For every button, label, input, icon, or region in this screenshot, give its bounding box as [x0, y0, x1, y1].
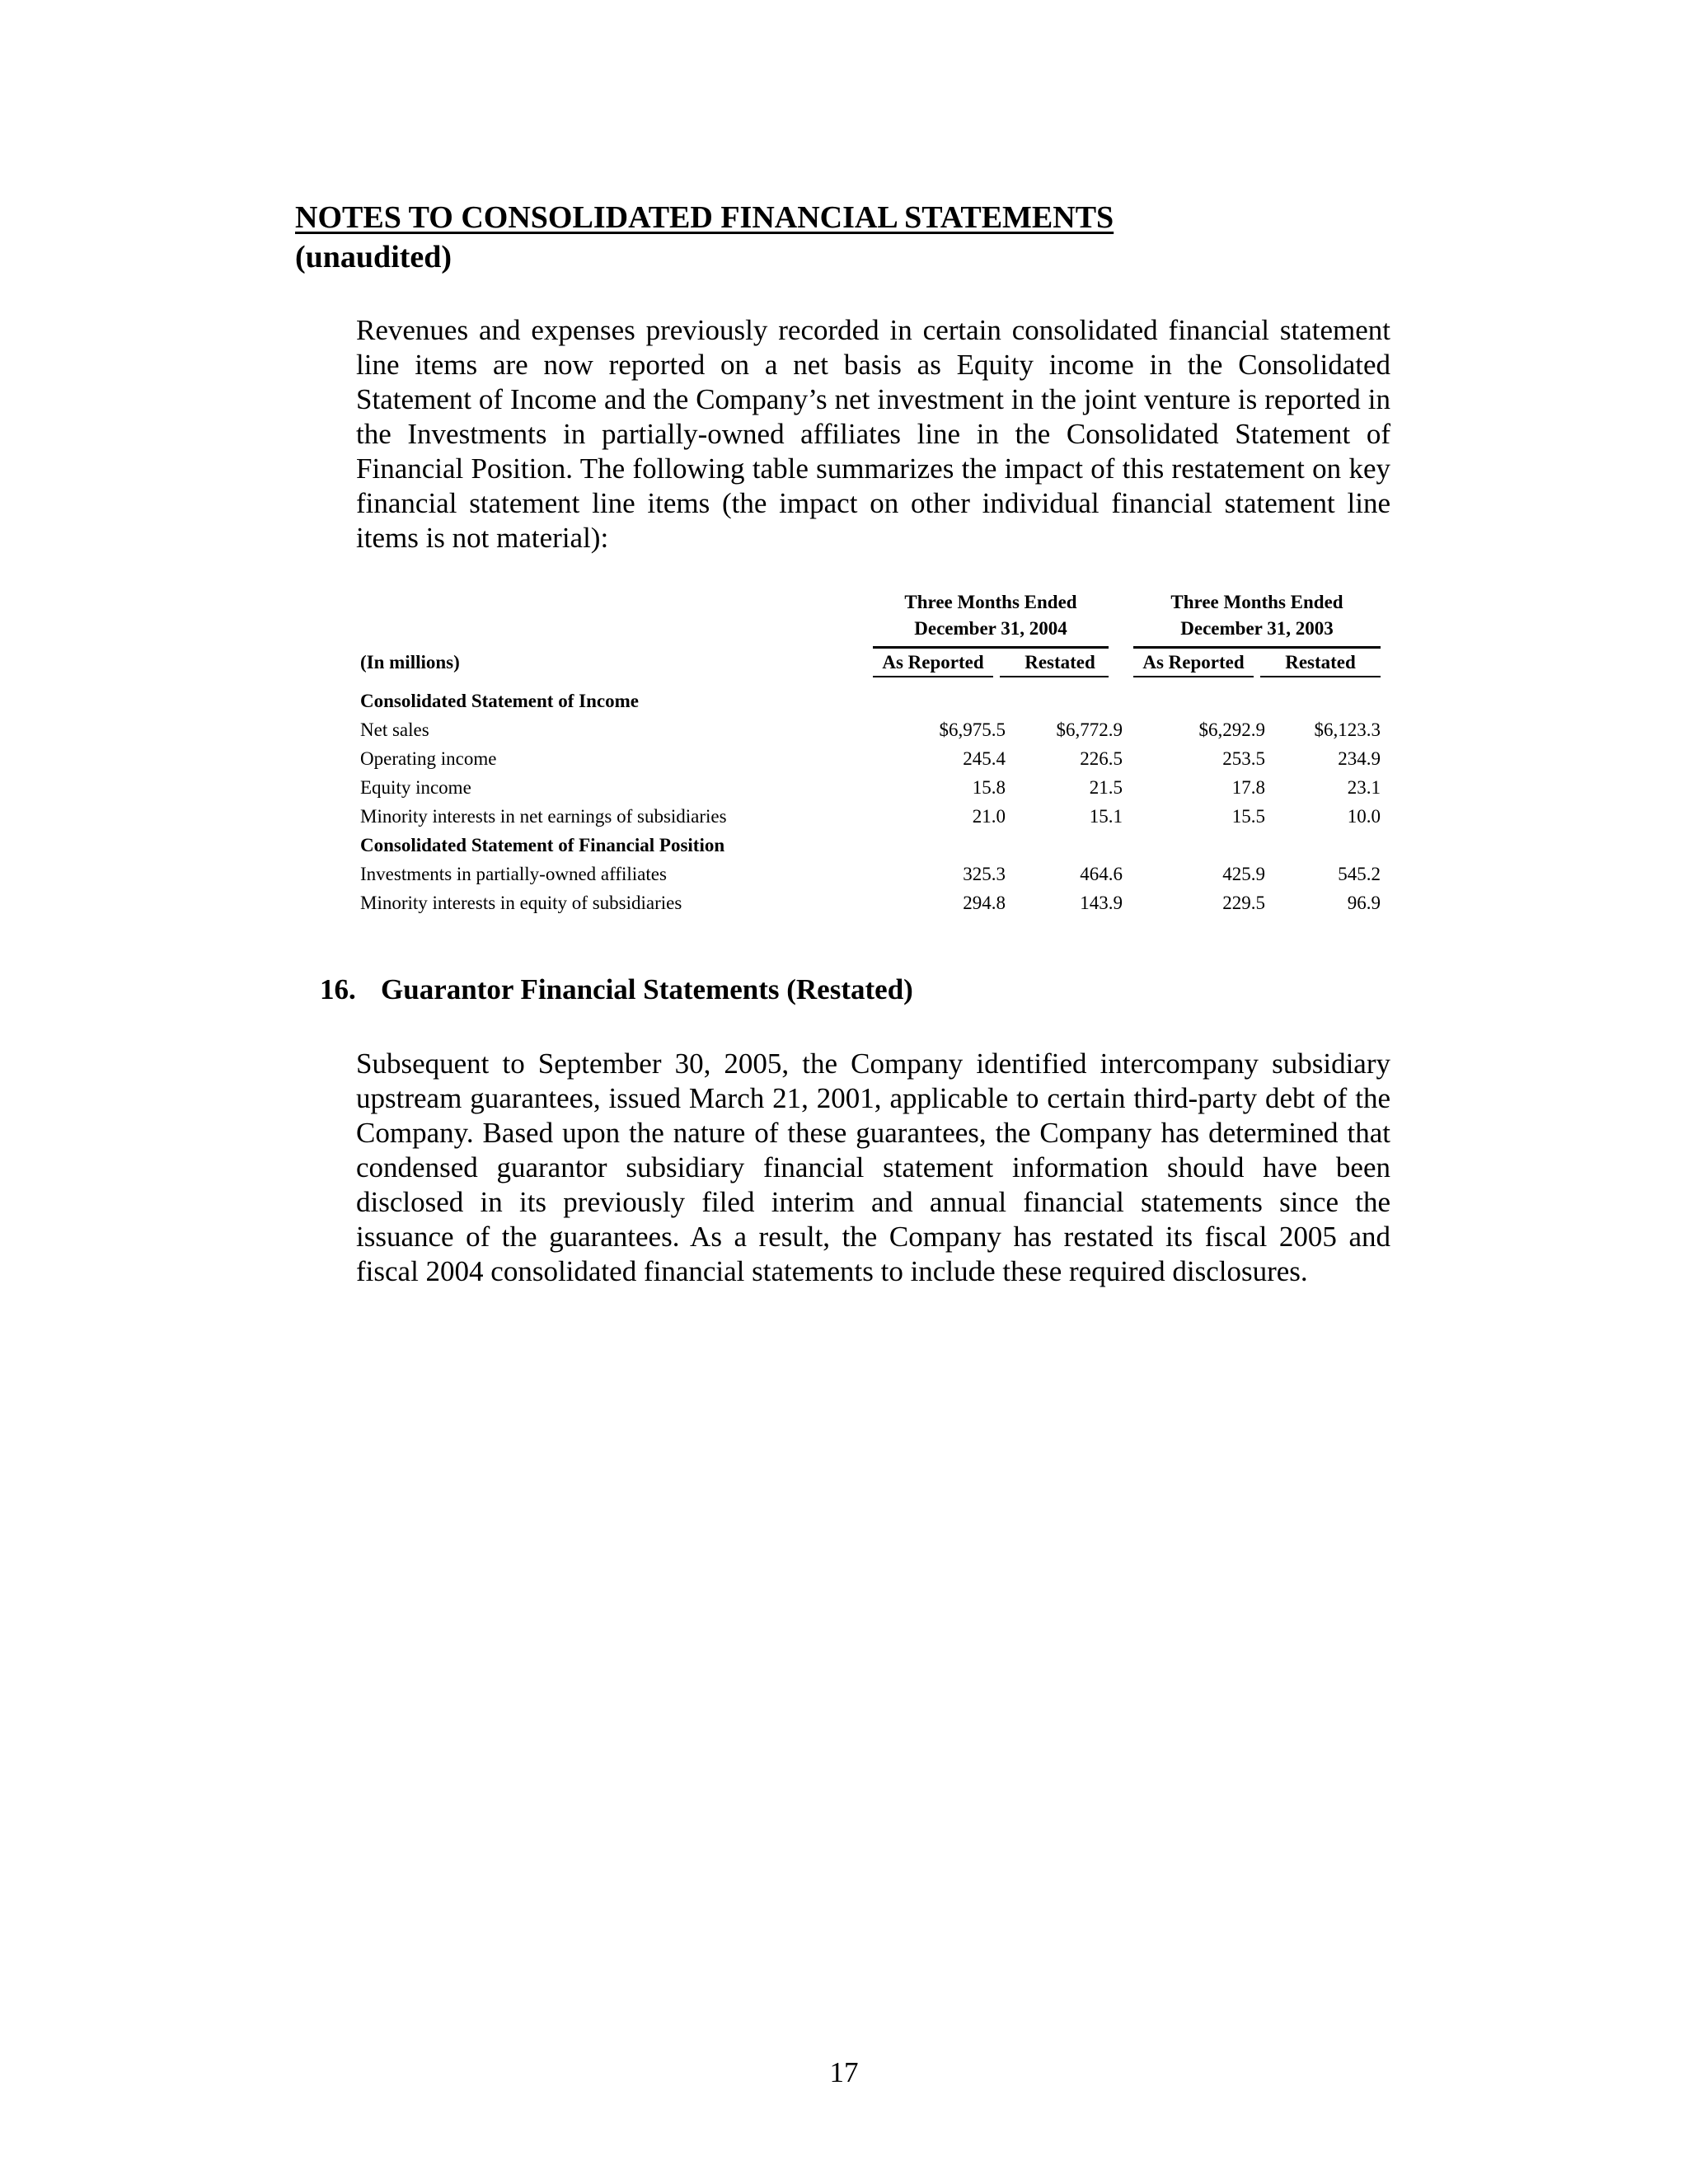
cell-value: 425.9 [1222, 864, 1265, 884]
table-row [360, 715, 1381, 744]
units-label: (In millions) [360, 652, 460, 673]
cell-value: 96.9 [1347, 893, 1381, 913]
heading-title: NOTES TO CONSOLIDATED FINANCIAL STATEMENTS [295, 200, 1114, 235]
cell-value: 294.8 [963, 893, 1006, 913]
section-label-income: Consolidated Statement of Income [360, 691, 639, 711]
group-header-2003-line2: December 31, 2003 [1180, 618, 1334, 639]
row-label: Minority interests in net earnings of subsidiaries [360, 806, 727, 827]
cell-value: $6,123.3 [1314, 719, 1381, 740]
table-row [360, 744, 1381, 773]
restatement-paragraph: Revenues and expenses previously recorded in certain consolidated financial statement line items are now reported on a net basis as Equity income in the Consolidated Statement of Income and the Company’s net investment in the joint venture is reported in the Investments in partially-owned affiliates line in the Consolidated Statement of Financial Position. The following table summarizes the impact of this restatement on key financial statement line items (the impact on other individual financial statement line items is not material): [356, 314, 1390, 554]
col-header-restated-2004: Restated [1025, 652, 1095, 673]
guarantor-paragraph: Subsequent to September 30, 2005, the Company identified intercompany subsidiary upstream guarantees, issued March 21, 2001, applicable to certain third-party debt of the Company. Based upon the nature of these guarantees, the Company has determined that condensed guarantor subsidiary financial statement information should have been disclosed in its previously filed interim and annual financial statements since the issuance of the guarantees. As a result, the Company has restated its fiscal 2005 and fiscal 2004 consolidated financial statements to include these required disclosures. [356, 1047, 1390, 1287]
section-label-position: Consolidated Statement of Financial Position [360, 835, 725, 855]
cell-value: 15.1 [1089, 806, 1123, 827]
col-rule-4 [1260, 676, 1381, 677]
col-header-as-reported-2004: As Reported [882, 652, 984, 673]
section-row-position [360, 831, 1381, 860]
cell-value: 23.1 [1347, 777, 1381, 798]
cell-value: $6,772.9 [1056, 719, 1123, 740]
cell-value: 545.2 [1338, 864, 1381, 884]
row-label: Investments in partially-owned affiliates [360, 864, 667, 884]
cell-value: 10.0 [1347, 806, 1381, 827]
table-row [360, 888, 1381, 917]
section-16-title [320, 972, 913, 1007]
page-number: 17 [829, 2056, 859, 2088]
section-16-number: 16. [320, 973, 356, 1005]
cell-value: 15.8 [972, 777, 1006, 798]
table-row [360, 802, 1381, 831]
cell-value: 253.5 [1222, 748, 1265, 769]
group-header-2004-line1: Three Months Ended [904, 592, 1077, 612]
cell-value: 226.5 [1080, 748, 1123, 769]
table-row [360, 860, 1381, 888]
table-row [360, 773, 1381, 802]
cell-value: 21.0 [972, 806, 1006, 827]
cell-value: 143.9 [1080, 893, 1123, 913]
group-header-2003-line1: Three Months Ended [1170, 592, 1343, 612]
cell-value: 325.3 [963, 864, 1006, 884]
row-label: Net sales [360, 719, 429, 740]
col-rule-2 [1000, 676, 1109, 677]
cell-value: 229.5 [1222, 893, 1265, 913]
cell-value: 234.9 [1338, 748, 1381, 769]
section-16-heading: Guarantor Financial Statements (Restated) [381, 973, 913, 1005]
col-rule-3 [1133, 676, 1254, 677]
group-header-2004-line2: December 31, 2004 [914, 618, 1067, 639]
cell-value: 245.4 [963, 748, 1006, 769]
cell-value: 17.8 [1231, 777, 1265, 798]
col-header-restated-2003: Restated [1285, 652, 1356, 673]
cell-value: $6,975.5 [939, 719, 1006, 740]
col-rule-1 [873, 676, 993, 677]
cell-value: 21.5 [1089, 777, 1123, 798]
cell-value: 464.6 [1080, 864, 1123, 884]
row-label: Equity income [360, 777, 471, 798]
cell-value: $6,292.9 [1198, 719, 1265, 740]
heading-subtitle: (unaudited) [295, 240, 452, 274]
row-label: Minority interests in equity of subsidiaries [360, 893, 682, 913]
page-heading [295, 198, 1114, 277]
section-row-income [360, 687, 1381, 715]
col-header-as-reported-2003: As Reported [1142, 652, 1245, 673]
cell-value: 15.5 [1231, 806, 1265, 827]
row-label: Operating income [360, 748, 497, 769]
